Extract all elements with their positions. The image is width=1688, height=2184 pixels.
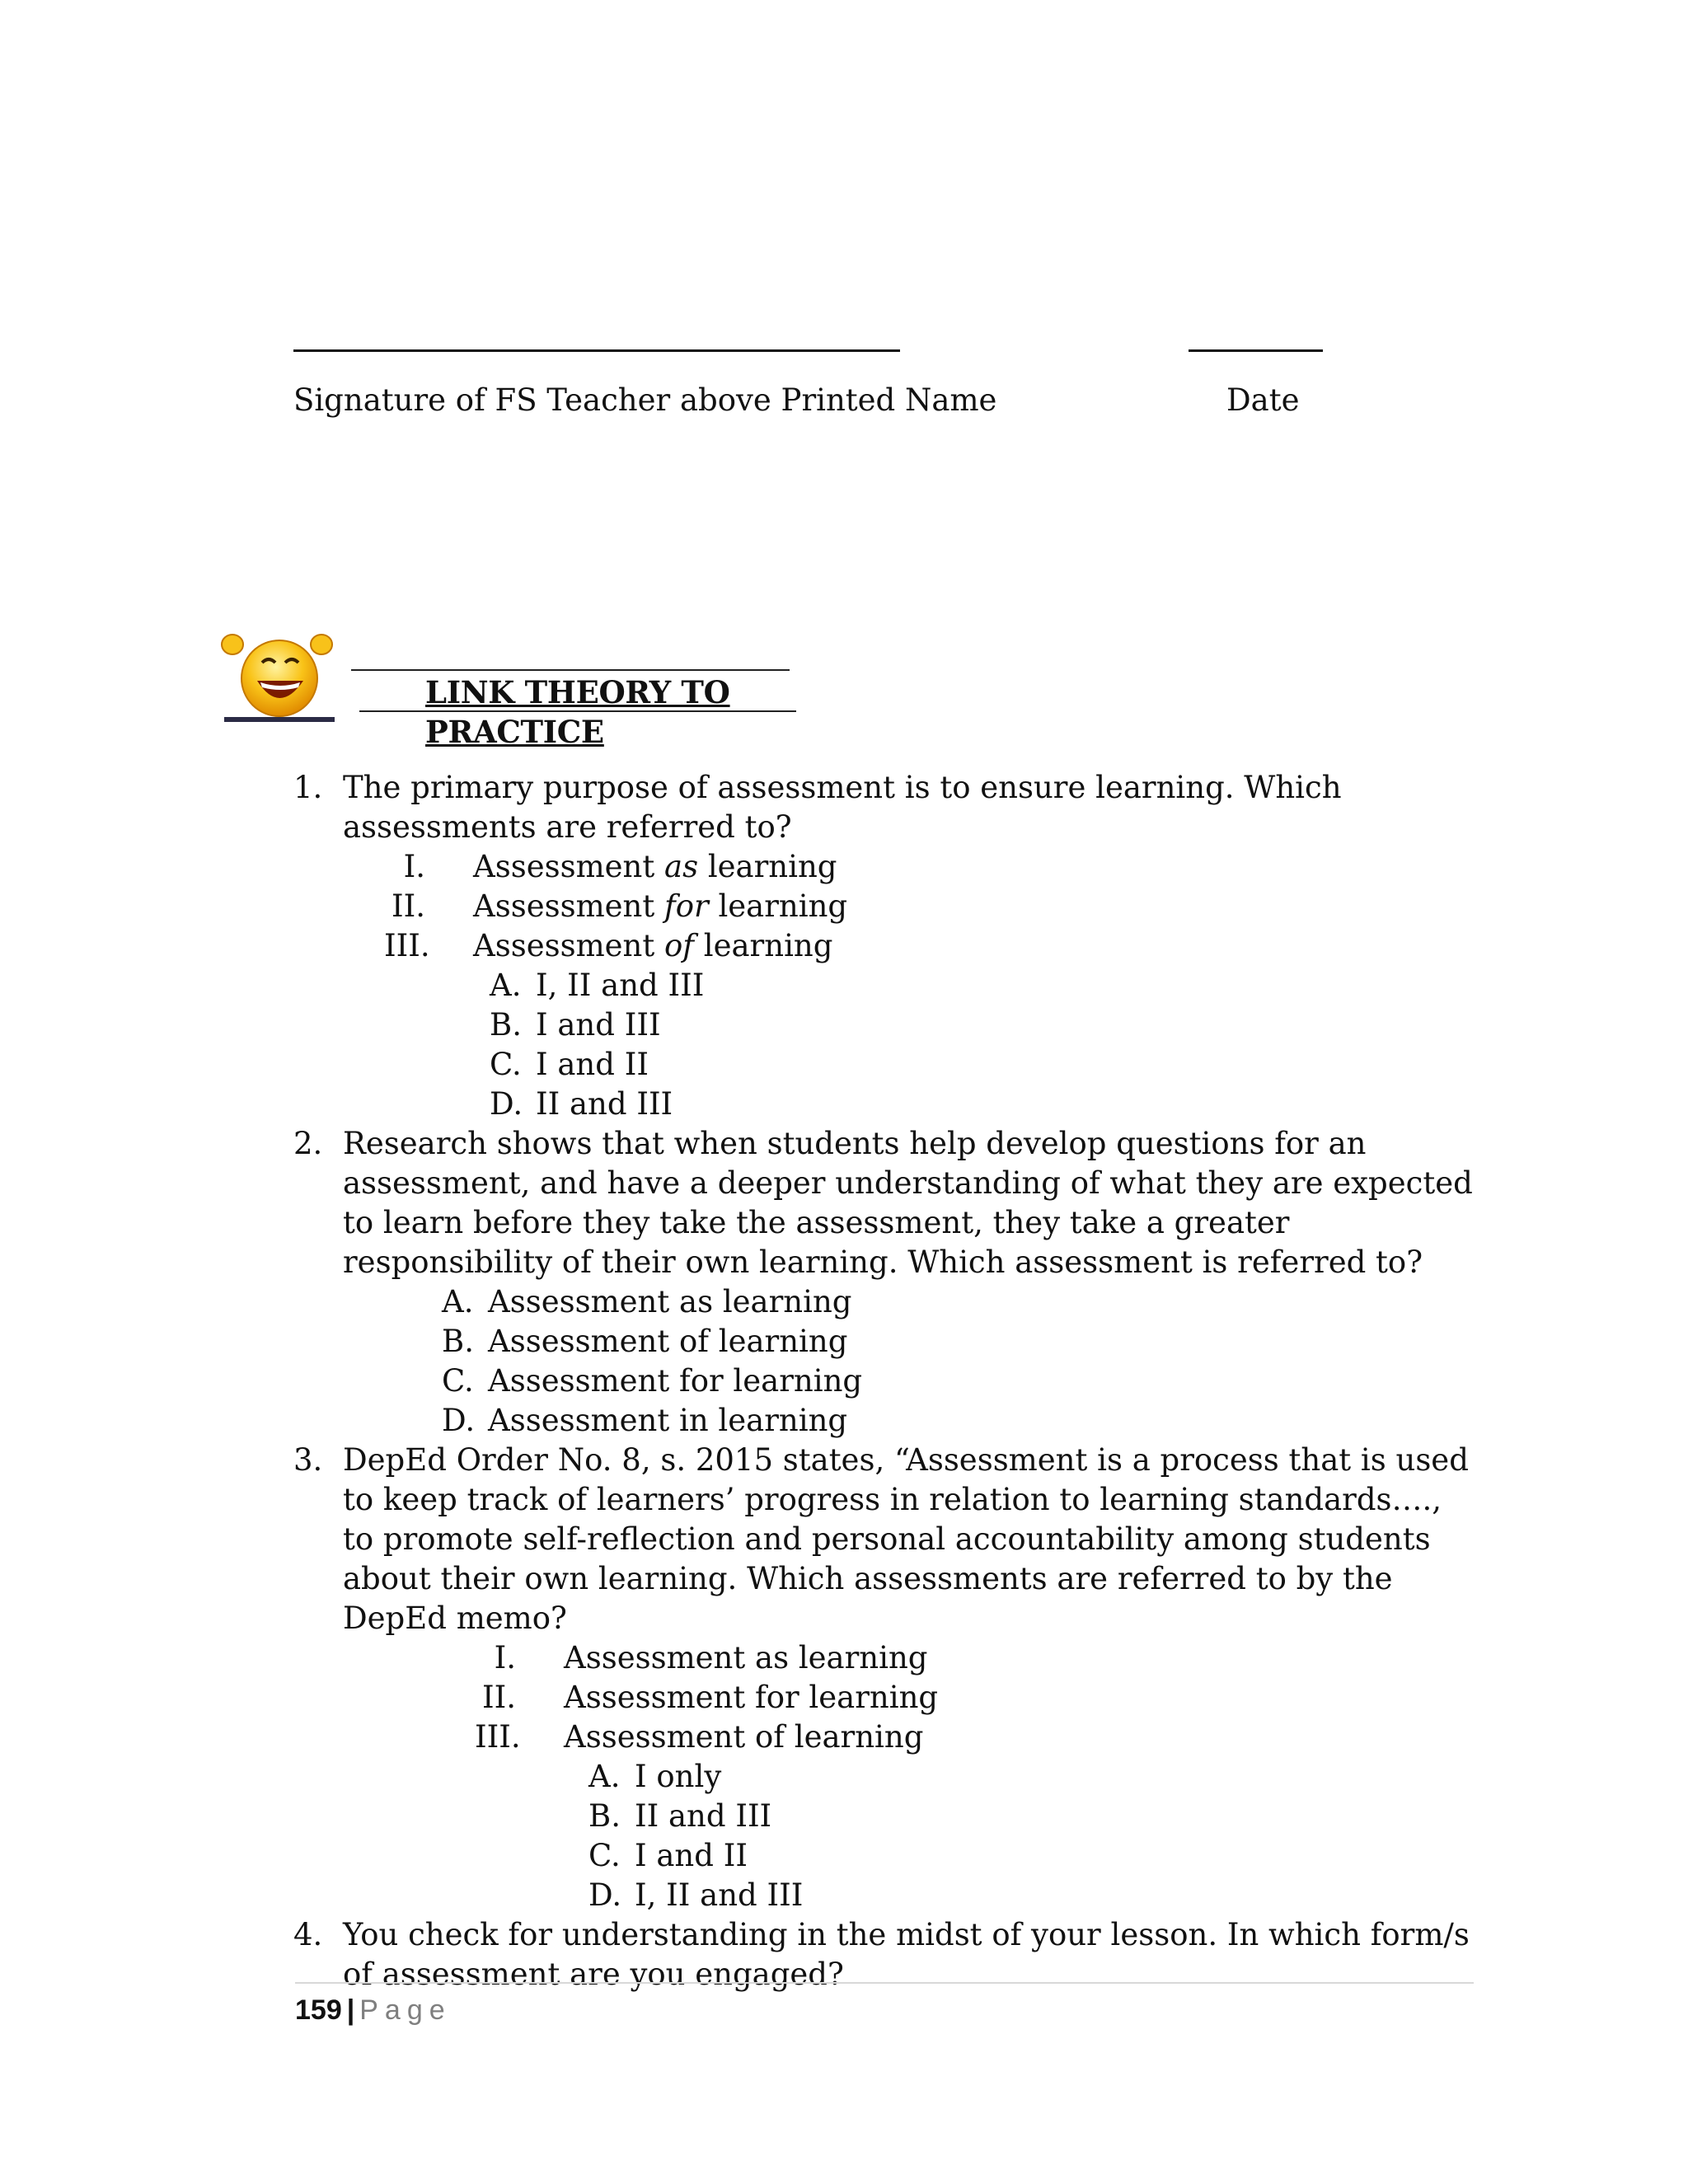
option-letter: A.	[442, 1284, 474, 1319]
option-text: II and III	[635, 1798, 772, 1834]
page-separator: |	[346, 1994, 355, 2026]
option-text: I and II	[635, 1838, 748, 1873]
question-text: You check for understanding in the midst of your lesson. In which form/s of assessment are you engaged?	[343, 1917, 1470, 1992]
statement-item	[475, 1678, 1480, 1718]
option-letter: C.	[588, 1838, 621, 1873]
option-item	[588, 1797, 1480, 1836]
option-letter: B.	[442, 1324, 474, 1359]
option-letter: D.	[442, 1403, 476, 1438]
option-item	[442, 1282, 1480, 1322]
statement-text: Assessment as learning	[564, 1640, 928, 1675]
statement-text: Assessment for learning	[564, 1680, 939, 1715]
statement-numeral: III.	[384, 928, 430, 963]
option-letter: D.	[490, 1086, 523, 1122]
statement-text: Assessment of learning	[564, 1719, 924, 1755]
signature-line	[293, 349, 900, 352]
option-item	[490, 1085, 1480, 1124]
option-letter: C.	[442, 1363, 474, 1399]
question-list	[293, 768, 1480, 1994]
option-letter: B.	[588, 1798, 621, 1834]
option-item	[442, 1361, 1480, 1401]
option-text: Assessment for learning	[488, 1363, 863, 1399]
date-label: Date	[1226, 382, 1300, 418]
heading-top-rule	[351, 669, 790, 671]
option-text: Assessment as learning	[488, 1284, 852, 1319]
option-text: II and III	[536, 1086, 673, 1122]
date-line	[1189, 349, 1323, 352]
question-3	[293, 1441, 1480, 1915]
statement-text: Assessment for learning	[473, 888, 848, 924]
option-letter: D.	[588, 1877, 622, 1913]
question-number: 2.	[293, 1126, 323, 1161]
option-item	[588, 1836, 1480, 1876]
statement-numeral: I.	[494, 1640, 516, 1675]
page-footer	[295, 1982, 1474, 2028]
statement-text: Assessment of learning	[473, 928, 833, 963]
statement-item	[384, 847, 1480, 887]
page-word: Page	[359, 1994, 452, 2026]
question-number: 3.	[293, 1442, 323, 1478]
option-text: I only	[635, 1759, 722, 1794]
statement-item	[475, 1718, 1480, 1757]
statement-item	[384, 926, 1480, 966]
statement-numeral: III.	[475, 1719, 521, 1755]
option-item	[588, 1876, 1480, 1915]
statement-text: Assessment as learning	[473, 849, 837, 884]
question-1	[293, 768, 1480, 1124]
statement-item	[384, 887, 1480, 926]
question-text: DepEd Order No. 8, s. 2015 states, “Assessment is a process that is used to keep track of learners’ progress in relation to learning standards…., to promote self-reflection and personal accountability among students about their own learning. Which assessments are referred to by the DepEd memo?	[343, 1442, 1469, 1636]
option-letter: B.	[490, 1007, 522, 1043]
question-number: 1.	[293, 770, 323, 805]
question-number: 4.	[293, 1917, 323, 1952]
option-item	[490, 1005, 1480, 1045]
statement-item	[475, 1638, 1480, 1678]
question-text: Research shows that when students help develop questions for an assessment, and have a deeper understanding of what they are expected to learn before they take the assessment, they take a greater responsibility of their own learning. Which assessment is referred to?	[343, 1126, 1473, 1280]
section-heading: LINK THEORY TO PRACTICE	[425, 674, 730, 750]
option-letter: C.	[490, 1047, 522, 1082]
question-2	[293, 1124, 1480, 1441]
signature-label: Signature of FS Teacher above Printed Name	[293, 382, 997, 418]
option-text: I and II	[536, 1047, 649, 1082]
statement-numeral: I.	[403, 849, 425, 884]
option-text: Assessment of learning	[488, 1324, 848, 1359]
option-text: I and III	[536, 1007, 661, 1043]
question-text: The primary purpose of assessment is to ensure learning. Which assessments are referred to?	[343, 770, 1342, 845]
option-text: I, II and III	[536, 968, 705, 1003]
statement-numeral: II.	[392, 888, 425, 924]
option-letter: A.	[490, 968, 522, 1003]
page-number: 159	[295, 1994, 342, 2026]
option-text: I, II and III	[635, 1877, 804, 1913]
option-text: Assessment in learning	[488, 1403, 848, 1438]
section-header	[223, 626, 849, 750]
option-item	[490, 966, 1480, 1005]
option-item	[588, 1757, 1480, 1797]
option-item	[442, 1401, 1480, 1441]
option-item	[490, 1045, 1480, 1085]
option-letter: A.	[588, 1759, 621, 1794]
option-item	[442, 1322, 1480, 1361]
statement-numeral: II.	[482, 1680, 516, 1715]
